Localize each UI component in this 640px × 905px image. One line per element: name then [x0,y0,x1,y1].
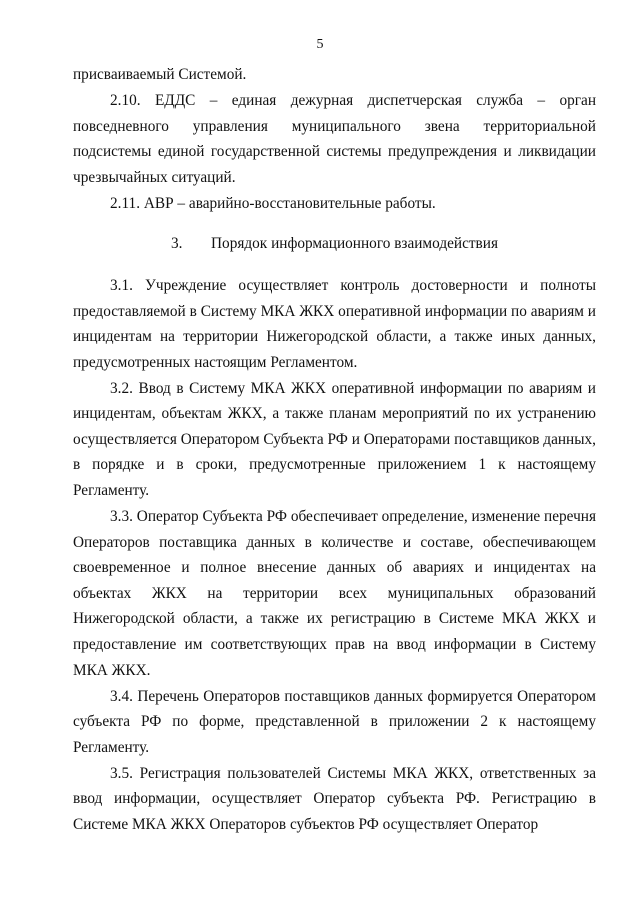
paragraph-3-3: 3.3. Оператор Субъекта РФ обеспечивает определение, изменение перечня Операторов поставщика данных в количестве и составе, обеспечивающем своевременное и полное внесение данных об авариях и инцидентах на объектах ЖКХ на территории всех муниципальных образований Нижегородской области, а также их регистрацию в Системе МКА ЖКХ и предоставление им соответствующих прав на ввод информации в Систему МКА ЖКХ. [73,508,596,679]
section-heading [73,231,596,257]
paragraph-3-1: 3.1. Учреждение осуществляет контроль достоверности и полноты предоставляемой в Систему МКА ЖКХ оперативной информации по авариям и инцидентам на территории Нижегородской области, а также иных данных, предусмотренных настоящим Регламентом. [73,276,596,371]
paragraph-2-11: 2.11. АВР – аварийно-восстановительные работы. [110,194,436,212]
paragraph-3-2: 3.2. Ввод в Систему МКА ЖКХ оперативной информации по авариям и инцидентам, объектам ЖКХ, а также планам мероприятий по их устранению осуществляется Оператором Субъекта РФ и Операторами поставщиков данных, в порядке и в сроки, предусмотренные приложением 1 к настоящему Регламенту. [73,379,596,500]
document-body [73,62,596,838]
page-number: 5 [316,37,324,52]
section-number: 3. [171,235,183,253]
paragraph-3-5: 3.5. Регистрация пользователей Системы МКА ЖКХ, ответственных за ввод информации, осуществляет Оператор субъекта РФ. Регистрацию в Системе МКА ЖКХ Операторов субъектов РФ осуществляет Оператор [73,764,596,833]
paragraph-3-4: 3.4. Перечень Операторов поставщиков данных формируется Оператором субъекта РФ по форме, представленной в приложении 2 к настоящему Регламенту. [73,687,596,756]
paragraph-2-10: 2.10. ЕДДС – единая дежурная диспетчерская служба – орган повседневного управления муниципального звена территориальной подсистемы единой государственной системы предупреждения и ликвидации чрезвычайных ситуаций. [73,91,596,186]
section-title: Порядок информационного взаимодействия [211,235,498,253]
paragraph-continued: присваиваемый Системой. [73,66,247,83]
